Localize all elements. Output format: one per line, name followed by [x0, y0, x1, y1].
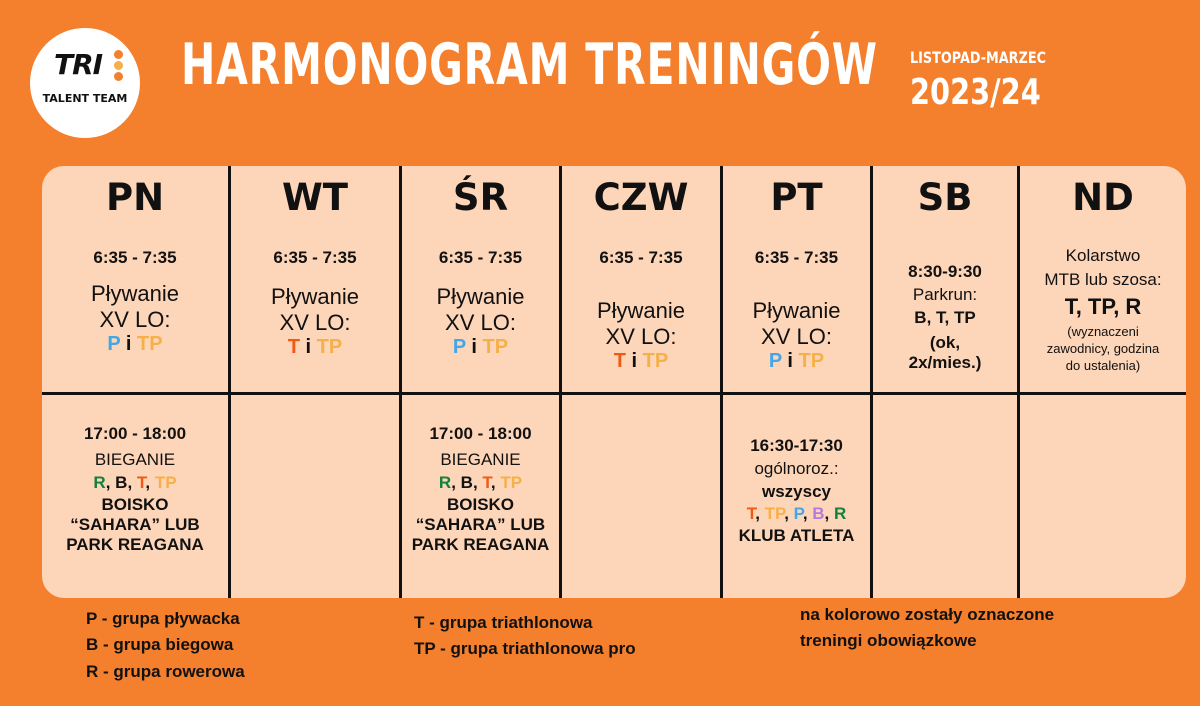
session-time: 6:35 - 7:35 — [93, 248, 177, 267]
day-header-sr: ŚR — [452, 176, 509, 219]
session-location: XV LO: — [279, 310, 351, 335]
session-wt-morning — [231, 248, 399, 359]
period-label: LISTOPAD-MARZEC — [910, 48, 1046, 67]
session-groups: P i TP — [107, 333, 163, 355]
session-sr-afternoon — [402, 424, 559, 555]
session-location: XV LO: — [761, 324, 832, 349]
legend-item: T - grupa triathlonowa — [414, 613, 593, 632]
session-nd-morning — [1020, 246, 1186, 375]
day-header-wt: WT — [281, 176, 349, 219]
day-header-nd: ND — [1072, 176, 1134, 219]
column-divider — [870, 166, 873, 598]
session-activity: Kolarstwo — [1065, 246, 1141, 265]
row-divider — [42, 392, 1186, 395]
logo — [30, 28, 140, 138]
session-time: 17:00 - 18:00 — [429, 424, 532, 443]
session-sb-morning — [873, 262, 1017, 373]
session-time: 6:35 - 7:35 — [754, 248, 839, 267]
session-groups: R, B, T, TP — [93, 473, 177, 492]
session-pn-afternoon — [42, 424, 228, 555]
session-groups: R, B, T, TP — [438, 473, 523, 492]
legend-item: P - grupa pływacka — [86, 609, 240, 628]
logo-tri-text: TRI — [54, 48, 103, 81]
session-time: 6:35 - 7:35 — [438, 248, 523, 267]
session-sr-morning — [402, 248, 559, 359]
session-who: wszyscy — [762, 482, 831, 501]
session-time: 8:30-9:30 — [908, 262, 982, 281]
session-groups: T i TP — [287, 336, 343, 358]
session-activity: Pływanie — [270, 284, 360, 309]
legend-item: R - grupa rowerowa — [86, 661, 245, 681]
session-place: BOISKO “SAHARA” LUB PARK REAGANA — [411, 495, 550, 554]
session-groups: B, T, TP — [914, 308, 976, 327]
session-pt-morning — [723, 248, 870, 373]
day-header-pt: PT — [770, 176, 823, 219]
session-location: XV LO: — [605, 324, 677, 349]
session-activity: Pływanie — [752, 298, 841, 323]
session-groups: P i TP — [452, 336, 509, 358]
session-pn-morning — [42, 248, 228, 356]
session-activity: BIEGANIE — [440, 450, 521, 469]
session-note: (wyznaczeni zawodnicy, godzina do ustalenia) — [1046, 324, 1160, 373]
session-groups: T i TP — [613, 350, 669, 372]
logo-team-text: TALENT TEAM — [42, 92, 128, 105]
column-divider — [228, 166, 231, 598]
session-location: XV LO: — [445, 310, 516, 335]
session-place: BOISKO “SAHARA” LUB PARK REAGANA — [66, 495, 204, 554]
session-groups: T, TP, R — [1064, 294, 1142, 319]
day-header-pn: PN — [105, 176, 165, 219]
session-activity: BIEGANIE — [94, 450, 176, 469]
session-time: 6:35 - 7:35 — [273, 248, 357, 267]
legend-note-line: treningi obowiązkowe — [800, 631, 977, 651]
legend-note — [800, 602, 1054, 655]
session-time: 16:30-17:30 — [750, 436, 843, 455]
legend-note-line: na kolorowo zostały oznaczone — [800, 605, 1055, 624]
session-groups: P i TP — [768, 350, 825, 372]
session-activity: ogólnoroz.: — [754, 459, 839, 478]
legend-item: TP - grupa triathlonowa pro — [414, 639, 636, 659]
session-groups: T, TP, P, B, R — [746, 504, 847, 523]
legend-groups-2 — [414, 610, 636, 663]
day-header-sb: SB — [917, 176, 973, 219]
column-divider — [559, 166, 562, 598]
session-note: (ok, — [929, 333, 961, 352]
session-pt-afternoon — [723, 436, 870, 546]
column-divider — [1017, 166, 1020, 598]
legend-item: B - grupa biegowa — [86, 635, 234, 655]
session-location: XV LO: — [99, 307, 171, 332]
session-place: KLUB ATLETA — [738, 526, 855, 545]
session-activity: Pływanie — [90, 281, 180, 306]
period-years: 2023/24 — [910, 72, 1041, 113]
legend-groups-1 — [86, 606, 245, 685]
page-title: HARMONOGRAM TRENINGÓW — [181, 32, 878, 98]
session-note: 2x/mies.) — [908, 353, 982, 372]
session-time: 17:00 - 18:00 — [83, 424, 187, 443]
session-activity: Parkrun: — [912, 285, 978, 304]
session-activity: Pływanie — [436, 284, 525, 309]
session-time: 6:35 - 7:35 — [599, 248, 683, 267]
session-activity: Pływanie — [596, 298, 686, 323]
logo-dots — [114, 50, 124, 83]
session-activity-detail: MTB lub szosa: — [1044, 270, 1162, 289]
day-header-czw: CZW — [593, 176, 689, 219]
session-czw-morning — [562, 248, 720, 373]
